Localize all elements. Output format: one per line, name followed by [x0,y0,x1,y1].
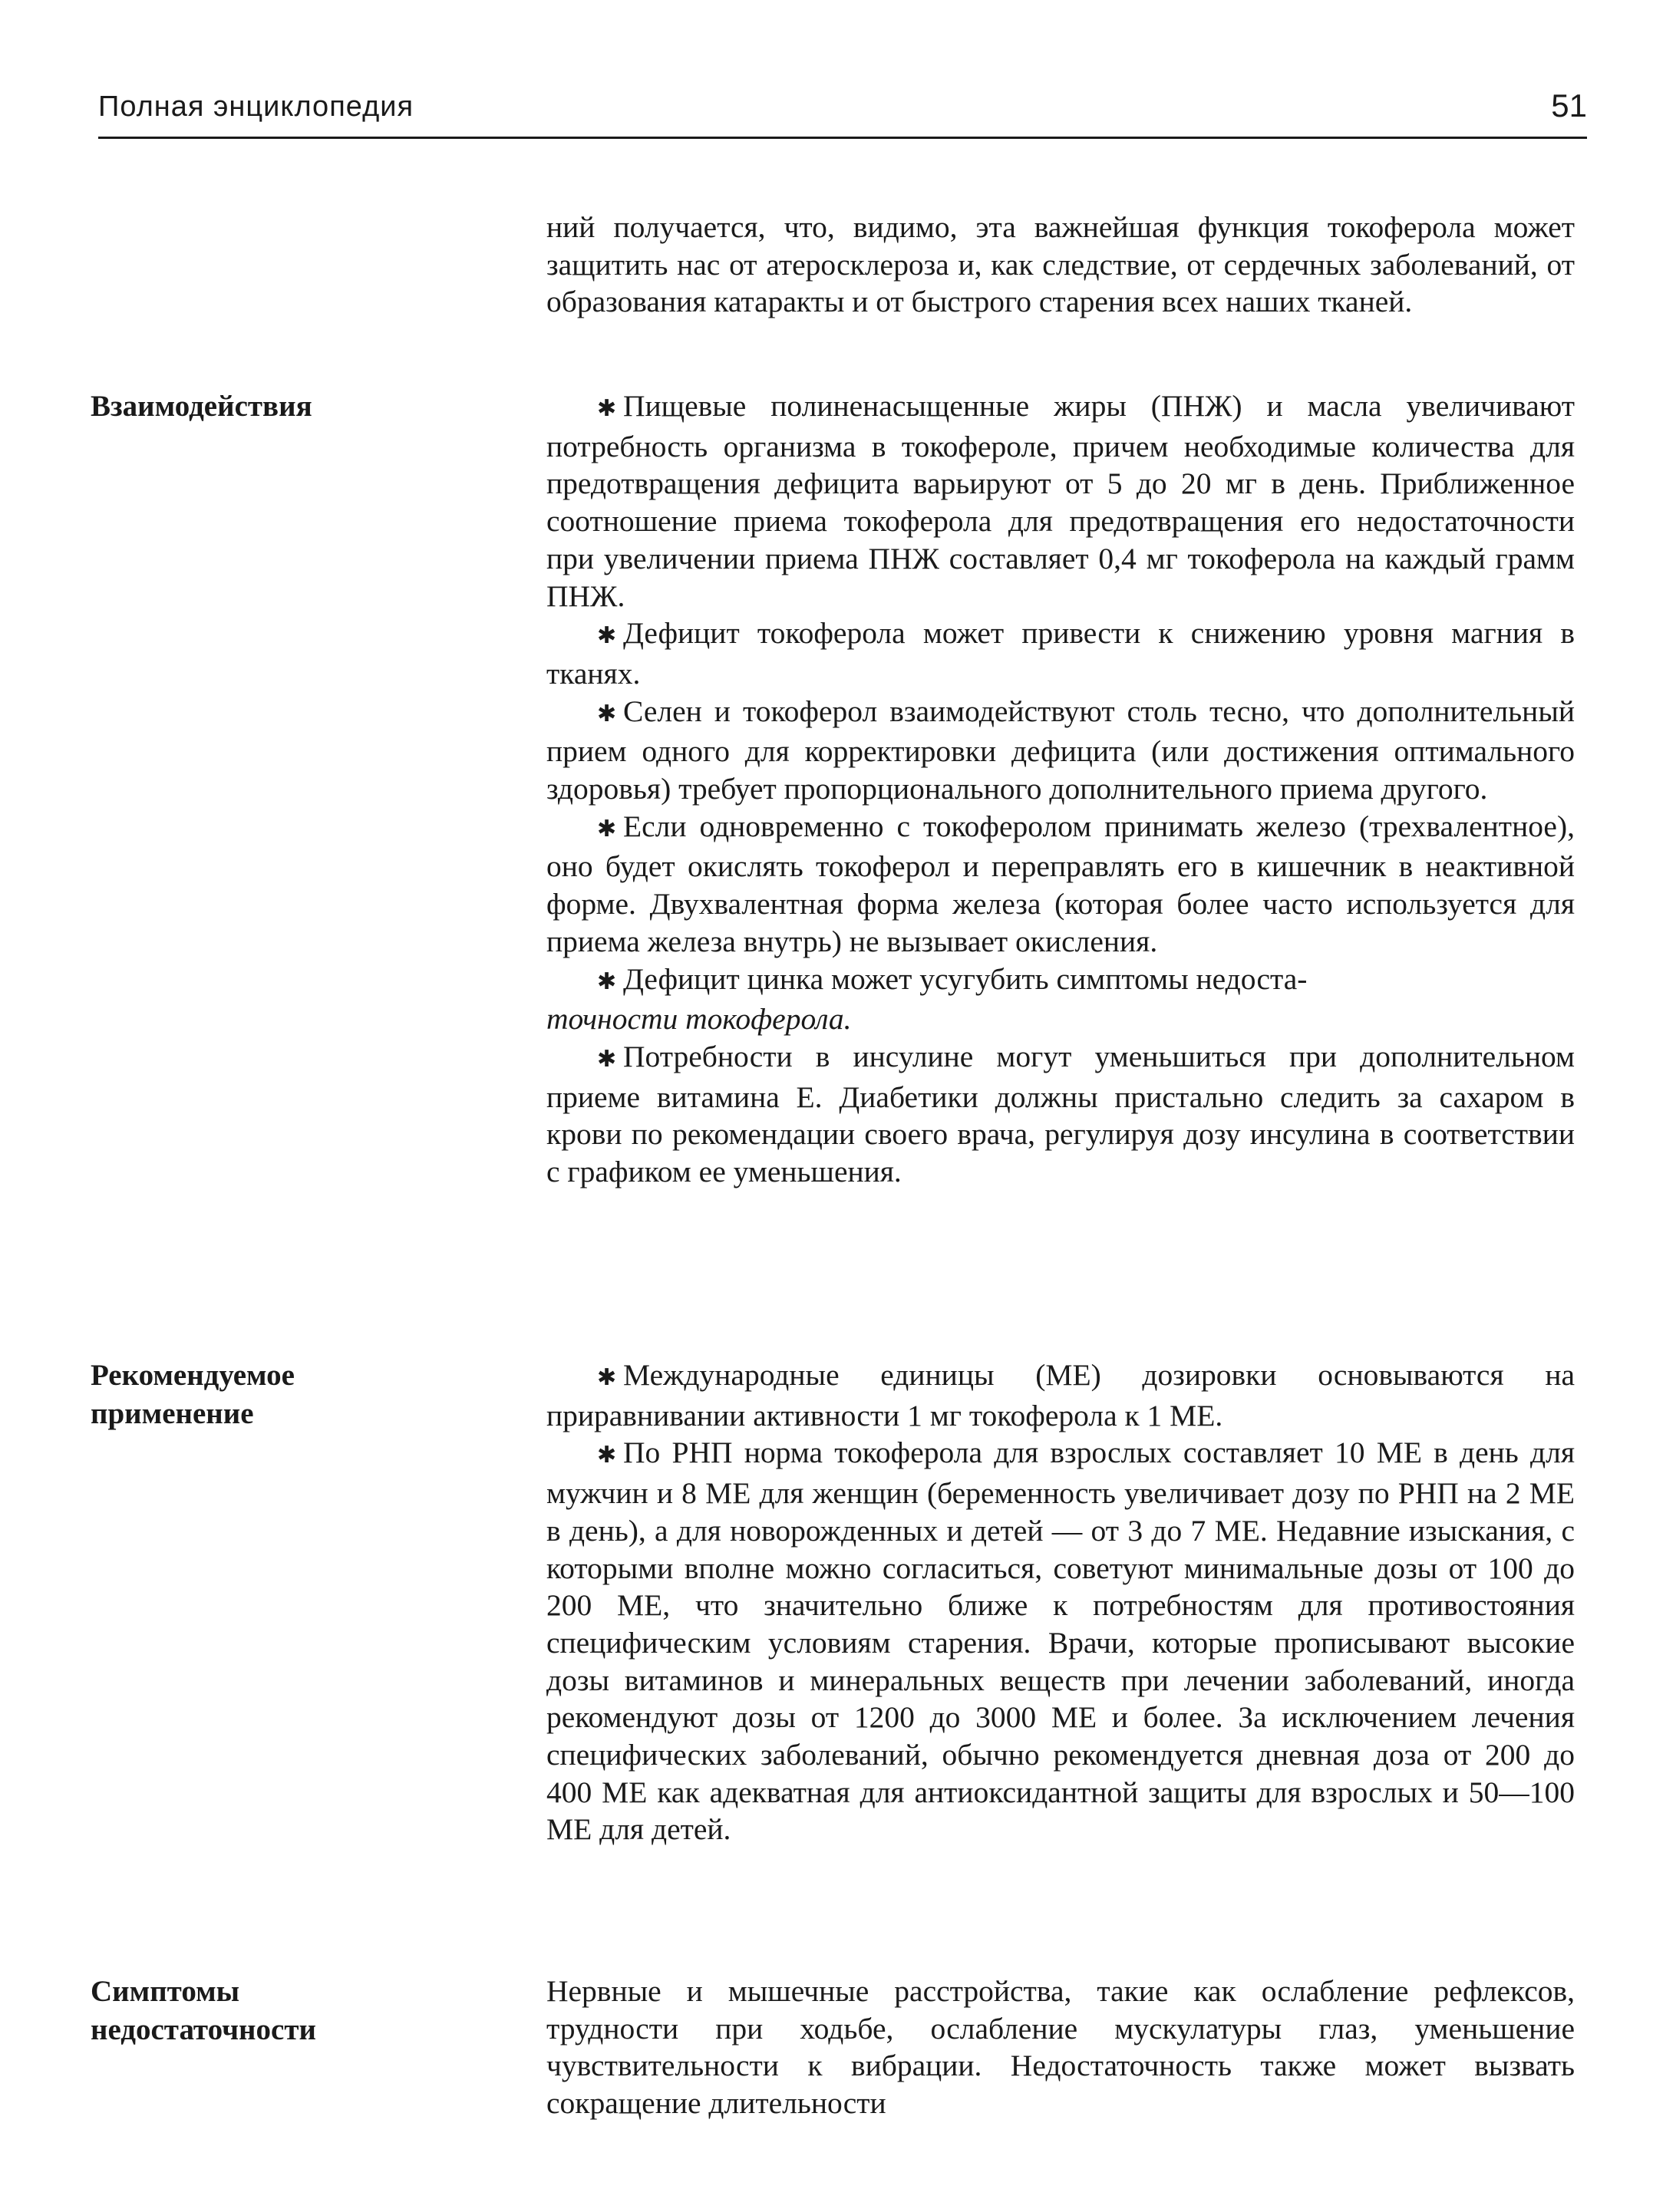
list-item [546,1434,1575,1848]
bullet-icon: ✱ [597,623,617,649]
intro-paragraph [546,209,1575,321]
header-rule [98,137,1587,139]
page-number: 51 [1551,87,1587,124]
bullet-icon: ✱ [597,1046,617,1072]
section-body-deficiency [546,1973,1575,2122]
list-item-text: Дефицит цинка может усугубить симптомы недоста- [623,961,1308,996]
list-item-text: По РНП норма токоферола для взрослых составляет 10 МЕ в день для мужчин и 8 МЕ для женщин (беременность увеличивает дозу по РНП на 2 МЕ в день), а для новорожденных и детей — от 3 до 7 МЕ. Недавние изыскания, с которыми вполне можно согласиться, советуют минимальные дозы от 100 до 200 МЕ, что значительно ближе к потребностям для противостояния специфическим условиям старения. Врачи, которые прописывают высокие дозы витаминов и минеральных веществ при лечении заболеваний, иногда рекомендуют дозы от 1200 до 3000 МЕ и более. За исключением лечения специфических заболеваний, обычно рекомендуется дневная доза от 200 до 400 МЕ как адекватная для антиоксидантной защиты для взрослых и 50—100 МЕ для детей. [546,1436,1575,1847]
list-item [546,615,1575,692]
bullet-icon: ✱ [597,1442,617,1469]
list-item-text: Потребности в инсулине могут уменьшиться при дополнительном приеме витамина Е. Диабетики должны пристально следить за сахаром в крови по рекомендации своего врача, регулируя дозу инсулина в соответствии с графиком ее уменьшения. [546,1039,1575,1189]
list-item [546,1038,1575,1191]
bullet-icon: ✱ [597,968,617,994]
list-item-text: Селен и токоферол взаимодействуют столь тесно, что дополнительный прием одного для корректировки дефицита (или достижения оптимального здоровья) требует пропорционального дополнительного приема другого. [546,694,1575,806]
bullet-icon: ✱ [597,396,617,421]
section-label-recommended [91,1357,444,1433]
deficiency-text: Нервные и мышечные расстройства, такие как ослабление рефлексов, трудности при ходьбе, ослабление мускулатуры глаз, уменьшение чувствительности к вибрации. Недостаточность также может вызвать сокращение длительности [546,1974,1575,2121]
section-body-interactions [546,387,1575,1191]
page-header [98,83,1587,137]
intro-text: ний получается, что, видимо, эта важнейшая функция токоферола может защитить нас от атеросклероза и, как следствие, от сердечных заболеваний, от образования катаракты и от быстрого старения всех наших тканей. [546,210,1575,319]
section-label-line: применение [91,1397,254,1430]
list-item-text: Международные единицы (МЕ) дозировки основываются на приравнивании активности 1 мг токоферола к 1 МЕ. [546,1358,1575,1432]
section-label-deficiency [91,1973,444,2049]
list-item [546,808,1575,961]
list-item-italic-text: точности токоферола. [546,1002,852,1037]
section-body-recommended [546,1357,1575,1848]
list-item-text: Пищевые полиненасыщенные жиры (ПНЖ) и масла увеличивают потребность организма в токофероле, причем необходимые количества для предотвращения дефицита варьируют от 5 до 20 мг в день. Приближенное соотношение приема токоферола для предотвращения его недостаточности при увеличении приема ПНЖ составляет 0,4 мг токоферола на каждый грамм ПНЖ. [546,389,1575,613]
list-item [546,1357,1575,1434]
bullet-icon: ✱ [597,816,617,842]
list-item [546,387,1575,615]
bullet-icon: ✱ [597,701,617,727]
list-item-text: Дефицит токоферола может привести к снижению уровня магния в тканях. [546,616,1575,691]
list-item-text: Если одновременно с токоферолом принимать железо (трехвалентное), оно будет окислять токоферол и переправлять его в кишечник в неактивной форме. Двухвалентная форма железа (которая более часто используется для приема железа внутрь) не вызывает окисления. [546,809,1575,958]
section-label-line: Симптомы [91,1975,240,2008]
section-label-line: недостаточности [91,2013,316,2046]
section-label-line: Рекомендуемое [91,1359,295,1392]
bullet-icon: ✱ [597,1365,617,1390]
list-item [546,961,1575,1038]
list-item [546,693,1575,808]
running-head: Полная энциклопедия [98,91,414,123]
section-label-interactions: Взаимодействия [91,390,312,423]
